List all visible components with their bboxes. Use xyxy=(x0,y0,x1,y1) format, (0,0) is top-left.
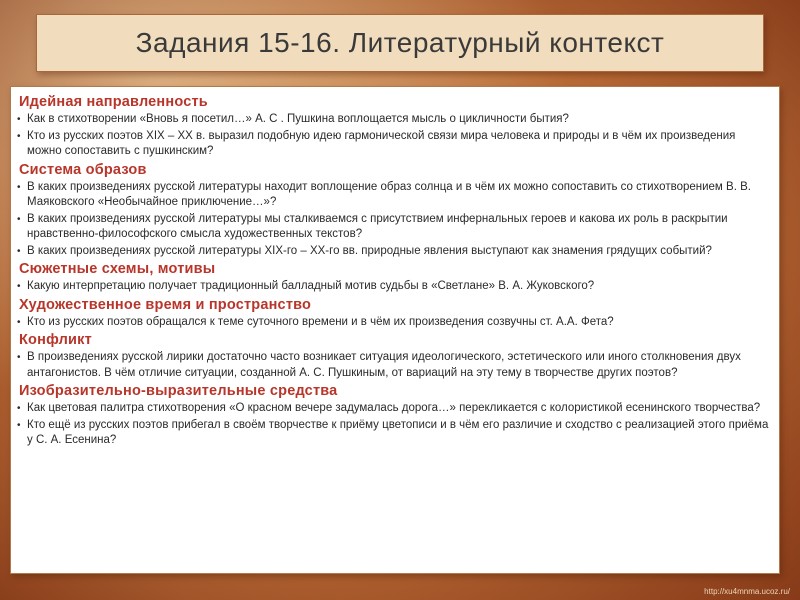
section-heading: Система образов xyxy=(19,161,147,178)
question-list xyxy=(17,180,771,260)
section-heading: Идейная направленность xyxy=(19,94,208,110)
question-list xyxy=(17,401,771,449)
bullet-icon: • xyxy=(17,403,21,414)
question-text: В каких произведениях русской литературы XIX-го – XX-го вв. природные явления выступают как знамения грядущих событий? xyxy=(27,244,712,257)
bullet-icon: • xyxy=(17,213,21,225)
question-item xyxy=(17,350,771,381)
section-time-space xyxy=(17,296,771,331)
content-panel xyxy=(10,86,780,574)
bullet-icon: • xyxy=(17,316,21,328)
question-text: Кто ещё из русских поэтов прибегал в своём творчестве к приёму цветописи и в чём его различие и сходство с реализацией этого приёма у С. А. Есенина? xyxy=(27,418,769,446)
section-heading: Изобразительно-выразительные средства xyxy=(19,383,338,399)
bullet-icon: • xyxy=(17,352,21,363)
question-item xyxy=(17,212,771,243)
question-item xyxy=(17,418,771,449)
section-ideological-direction xyxy=(17,93,771,160)
section-conflict xyxy=(17,331,771,381)
bullet-icon: • xyxy=(17,114,21,125)
question-list xyxy=(17,279,771,295)
section-image-system xyxy=(17,161,771,260)
question-list xyxy=(17,112,771,160)
section-plot-motifs xyxy=(17,260,771,295)
slide-title: Задания 15-16. Литературный контекст xyxy=(135,27,665,58)
section-heading: Художественное время и пространство xyxy=(19,296,312,313)
question-text: В произведениях русской лирики достаточно часто возникает ситуация идеологического, эстетического или иного столкновения двух антагонистов. В чём отличие ситуации, созданной А. С. Пушкиным, от вариаций на эту тему в творчестве других поэтов? xyxy=(27,351,741,379)
question-item xyxy=(17,129,771,160)
question-text: Кто из русских поэтов обращался к теме суточного времени и в чём их произведения созвучны ст. А.А. Фета? xyxy=(27,315,614,328)
bullet-icon: • xyxy=(17,245,21,257)
question-text: Кто из русских поэтов XIX – XX в. выразил подобную идею гармонической связи мира человека и природы и в чём их произведения можно сопоставить с пушкинским? xyxy=(27,129,736,157)
question-text: Как в стихотворении «Вновь я посетил…» А. С . Пушкина воплощается мысль о цикличности бытия? xyxy=(27,113,569,125)
question-text: Какую интерпретацию получает традиционный балладный мотив судьбы в «Светлане» В. А. Жуковского? xyxy=(27,280,595,292)
question-item xyxy=(17,112,771,128)
source-credit: http://xu4mnma.ucoz.ru/ xyxy=(704,587,790,596)
bullet-icon: • xyxy=(17,130,21,142)
question-list xyxy=(17,315,771,331)
section-heading: Сюжетные схемы, мотивы xyxy=(19,261,216,277)
question-item xyxy=(17,279,771,295)
section-expressive-means xyxy=(17,382,771,449)
question-list xyxy=(17,350,771,381)
bullet-icon: • xyxy=(17,281,21,292)
question-text: В каких произведениях русской литературы мы сталкиваемся с присутствием инфернальных героев и какова их роль в раскрытии нравственно-философского смысла художественных текстов? xyxy=(27,212,728,240)
question-item xyxy=(17,401,771,417)
bullet-icon: • xyxy=(17,181,21,193)
question-item xyxy=(17,244,771,260)
question-text: Как цветовая палитра стихотворения «О красном вечере задумалась дорога…» перекликается с колористикой есенинского творчества? xyxy=(27,402,761,414)
bullet-icon: • xyxy=(17,419,21,431)
section-heading: Конфликт xyxy=(19,332,92,348)
question-item xyxy=(17,315,771,331)
question-text: В каких произведениях русской литературы находит воплощение образ солнца и в чём их можно сопоставить со стихотворением В. В. Маяковского «Необычайное приключение…»? xyxy=(27,180,751,208)
title-banner xyxy=(36,14,764,72)
question-item xyxy=(17,180,771,211)
